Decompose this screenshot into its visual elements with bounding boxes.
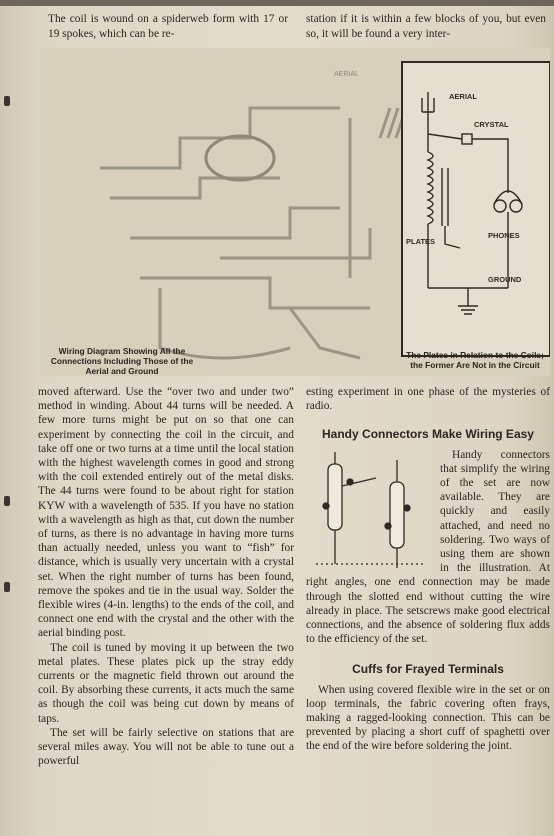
schematic-inset xyxy=(402,62,550,356)
left-paragraph-1: moved afterward. Use the “over two and under two” method in winding. About 44 turns will be needed. A few more turns might be put on so that one can experiment by connecting the coil in the circuit, and take off one or two turns at a time until the local station with the highest wavelength comes in good and strong with the coil extended entirely out of the metal disks. The 44 turns were found to be about right for station KYW with a wavelength of 535. If you have no station with a wavelength as high as that, cut down the number of turns, as there is no advantage in having more turns than actually needed, unless you want to “fish” for distance, which is usually very uncertain with a crystal set. When the right number of turns has been found, remove the spokes and tie in the usual way. Solder the flexible wires (4-in. lengths) to the ends of the coil, and connect one end with the crystal and the other with the aerial binding post. xyxy=(38,386,294,640)
cuffs-body: When using covered flexible wire in the set or on loop terminals, the fabric covering often frays, making a ragged-looking connection. This can be prevented by placing a short cuff of spaghetti over the end of the wire before soldering the joint. xyxy=(306,683,550,753)
binder-mark xyxy=(4,96,10,106)
schematic-phones-label: PHONES xyxy=(488,231,520,240)
schematic-aerial-label: AERIAL xyxy=(449,92,477,101)
left-column xyxy=(38,385,294,768)
right-intro: esting experiment in one phase of the mysteries of radio. xyxy=(306,386,550,413)
top-left-text: The coil is wound on a spiderweb form with 17 or 19 spokes, which can be re- xyxy=(48,13,288,40)
schematic-ground-label: GROUND xyxy=(488,275,522,284)
section-heading-cuffs: Cuffs for Frayed Terminals xyxy=(352,662,504,677)
right-column xyxy=(306,385,550,754)
left-paragraph-3: The set will be fairly selective on stations that are several miles away. You will not be able to tune out a powerful xyxy=(38,726,294,768)
top-right-text: station if it is within a few blocks of you, but even so, it will be found a very inter- xyxy=(306,13,546,40)
schematic-frame xyxy=(402,62,550,356)
sketch-aerial-label: AERIAL xyxy=(334,71,359,78)
figure-caption-left: Wiring Diagram Showing All the Connections Including Those of the Aerial and Ground xyxy=(50,346,194,376)
binder-mark xyxy=(4,582,10,592)
binder-mark xyxy=(4,496,10,506)
connectors-illustration xyxy=(306,452,434,570)
section-heading-connectors: Handy Connectors Make Wiring Easy xyxy=(322,427,534,442)
wiring-figure xyxy=(40,48,550,376)
left-paragraph-2: The coil is tuned by moving it up between the two metal plates. These plates pick up the stray eddy currents or the magnetic field thrown out around the coil. By absorbing these currents, it acts much the same as though the coil was being cut down by means of taps. xyxy=(38,641,294,725)
connectors-body: Handy connectors that simplify the wiring of the set are now available. They are quickly and easily attached, and need no soldering. Two ways of using them are shown in the illustration. At right angles, one end connection may be made through the slotted end without cutting the wire already in place. The setscrews make good electrical connections, and the absence of soldering flux adds to the efficiency of the set. xyxy=(306,448,550,646)
page-header-band xyxy=(0,0,554,6)
figure-caption-right: The Plates in Relation to the Coils; the Former Are Not in the Circuit xyxy=(406,350,544,370)
schematic-crystal-label: CRYSTAL xyxy=(474,120,509,129)
schematic-plates-label: PLATES xyxy=(406,237,436,246)
